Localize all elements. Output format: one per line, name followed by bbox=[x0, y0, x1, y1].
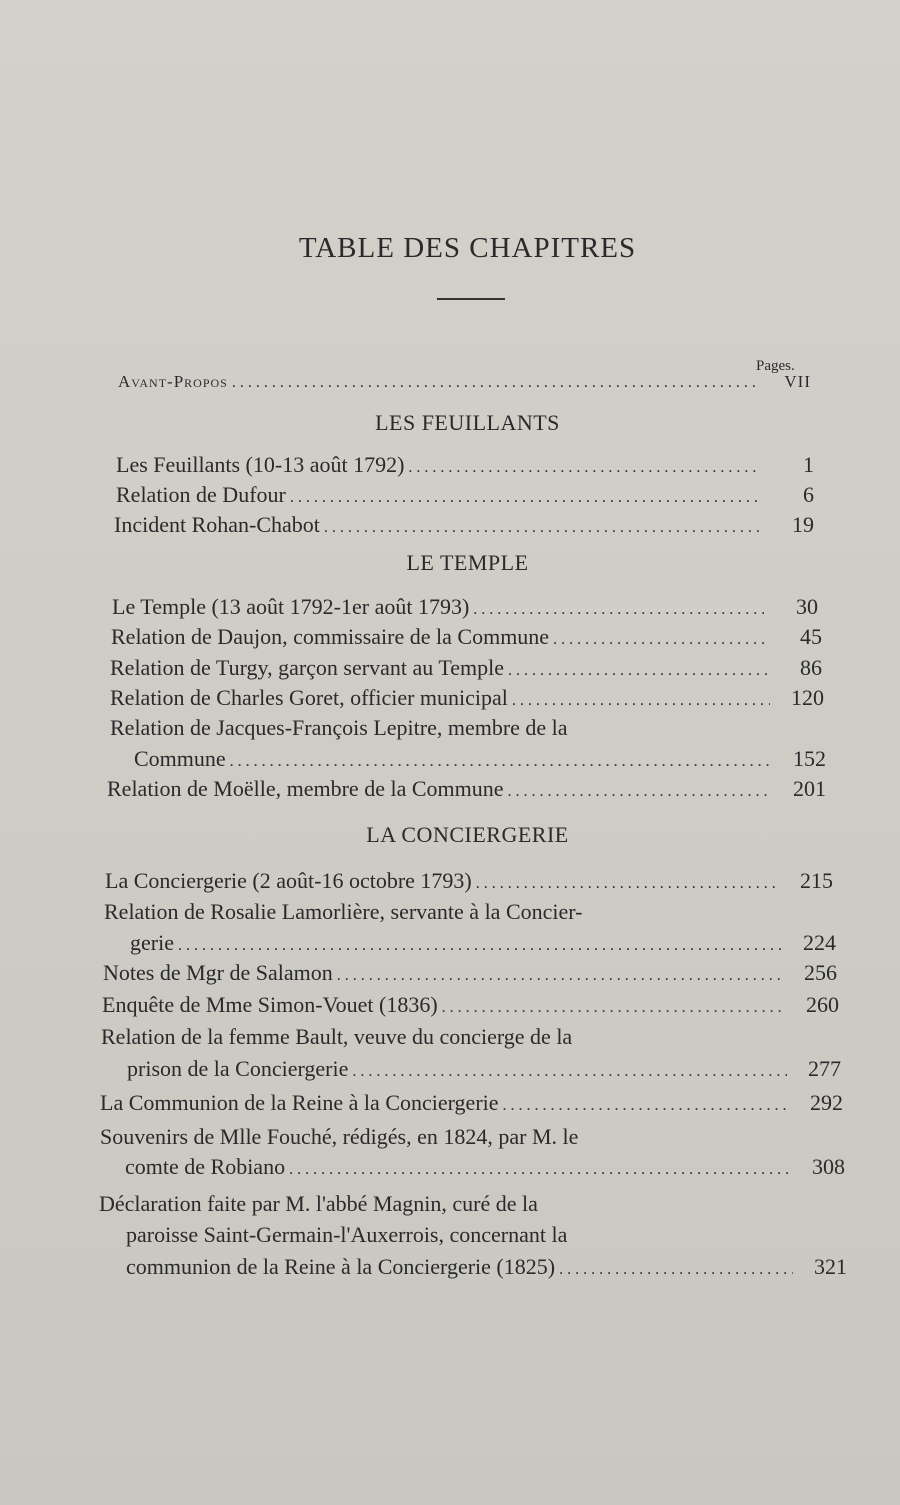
dot-leader bbox=[442, 999, 785, 1017]
toc-entry[interactable] bbox=[127, 1056, 841, 1082]
toc-entry[interactable] bbox=[105, 868, 833, 894]
section-heading-conciergerie: LA CONCIERGERIE bbox=[366, 822, 569, 847]
toc-entry-page: 215 bbox=[800, 868, 833, 893]
toc-entry-page: 201 bbox=[793, 776, 826, 801]
dot-leader bbox=[324, 519, 760, 537]
toc-entry[interactable] bbox=[110, 685, 824, 711]
pages-column-label: Pages. bbox=[756, 358, 795, 374]
dot-leader bbox=[553, 631, 768, 649]
toc-entry-label: Enquête de Mme Simon-Vouet (1836) bbox=[102, 992, 438, 1017]
toc-entry-label: Relation de Dufour bbox=[116, 482, 286, 507]
dot-leader bbox=[232, 374, 757, 392]
toc-entry-line: Relation de la femme Bault, veuve du concierge de la bbox=[101, 1024, 573, 1049]
toc-entry-page: 277 bbox=[808, 1056, 841, 1081]
toc-entry-label: Relation de Turgy, garçon servant au Temple bbox=[110, 655, 504, 680]
toc-entry-page: 120 bbox=[791, 685, 824, 710]
dot-leader bbox=[290, 489, 760, 507]
toc-entry-label: Relation de Charles Goret, officier municipal bbox=[110, 685, 508, 710]
toc-entry-label: La Conciergerie (2 août-16 octobre 1793) bbox=[105, 868, 472, 893]
toc-entry-label: Le Temple (13 août 1792-1er août 1793) bbox=[112, 594, 470, 619]
toc-entry-label: Les Feuillants (10-13 août 1792) bbox=[116, 452, 405, 477]
toc-entry[interactable] bbox=[125, 1154, 845, 1180]
toc-entry-line: Souvenirs de Mlle Fouché, rédigés, en 1824, par M. le bbox=[100, 1124, 579, 1149]
toc-entry[interactable] bbox=[116, 452, 814, 478]
toc-entry[interactable] bbox=[107, 776, 826, 802]
toc-entry-avant-propos[interactable] bbox=[118, 372, 811, 392]
toc-entry-page: 86 bbox=[800, 655, 822, 680]
toc-entry[interactable] bbox=[134, 746, 826, 772]
toc-entry-label: La Communion de la Reine à la Conciergerie bbox=[100, 1090, 499, 1115]
toc-entry[interactable] bbox=[116, 482, 814, 508]
toc-entry-line: Déclaration faite par M. l'abbé Magnin, curé de la bbox=[99, 1191, 538, 1216]
dot-leader bbox=[476, 875, 779, 893]
toc-entry-page: 30 bbox=[796, 594, 818, 619]
dot-leader bbox=[508, 783, 772, 801]
toc-entry-label: comte de Robiano bbox=[125, 1154, 286, 1179]
toc-entry-label: Incident Rohan-Chabot bbox=[114, 512, 320, 537]
toc-entry-line: Relation de Jacques-François Lepitre, membre de la bbox=[110, 715, 568, 740]
toc-entry-page: 292 bbox=[810, 1090, 843, 1115]
dot-leader bbox=[230, 753, 772, 771]
toc-entry-page: 152 bbox=[793, 746, 826, 771]
title-rule bbox=[437, 298, 505, 300]
toc-entry-line: Relation de Rosalie Lamorlière, servante à la Concier- bbox=[104, 899, 583, 924]
toc-entry-label: Commune bbox=[134, 746, 226, 771]
toc-entry-line: paroisse Saint-Germain-l'Auxerrois, concernant la bbox=[126, 1222, 568, 1247]
toc-entry-label: Avant-Propos bbox=[118, 372, 228, 391]
page-title: TABLE DES CHAPITRES bbox=[298, 232, 637, 264]
toc-entry-page: 308 bbox=[812, 1154, 845, 1179]
toc-entry[interactable] bbox=[100, 1090, 843, 1116]
dot-leader bbox=[559, 1261, 793, 1279]
toc-entry[interactable] bbox=[112, 594, 818, 620]
dot-leader bbox=[512, 692, 770, 710]
section-heading-temple: LE TEMPLE bbox=[406, 550, 529, 575]
dot-leader bbox=[508, 662, 768, 680]
toc-entry-page: 256 bbox=[804, 960, 837, 985]
toc-entry-label: Relation de Daujon, commissaire de la Commune bbox=[111, 624, 550, 649]
toc-entry-label: Relation de Moëlle, membre de la Commune bbox=[107, 776, 504, 801]
dot-leader bbox=[408, 459, 760, 477]
toc-entry[interactable] bbox=[126, 1254, 847, 1280]
toc-entry-page: 45 bbox=[800, 624, 822, 649]
toc-entry[interactable] bbox=[114, 512, 814, 538]
toc-entry-page: 224 bbox=[803, 930, 836, 955]
toc-entry[interactable] bbox=[110, 655, 822, 681]
dot-leader bbox=[473, 601, 764, 619]
toc-entry-label: Notes de Mgr de Salamon bbox=[103, 960, 333, 985]
toc-entry-page: VII bbox=[784, 372, 811, 391]
section-heading-feuillants: LES FEUILLANTS bbox=[375, 410, 560, 435]
dot-leader bbox=[178, 937, 782, 955]
dot-leader bbox=[289, 1161, 791, 1179]
toc-entry[interactable] bbox=[102, 992, 839, 1018]
toc-entry[interactable] bbox=[130, 930, 836, 956]
toc-entry[interactable] bbox=[111, 624, 822, 650]
toc-entry-label: gerie bbox=[130, 930, 174, 955]
toc-entry-page: 1 bbox=[803, 452, 814, 477]
dot-leader bbox=[352, 1063, 787, 1081]
dot-leader bbox=[503, 1097, 789, 1115]
toc-entry-page: 260 bbox=[806, 992, 839, 1017]
toc-entry-page: 19 bbox=[792, 512, 814, 537]
dot-leader bbox=[337, 967, 783, 985]
toc-entry-page: 6 bbox=[803, 482, 814, 507]
toc-entry-label: communion de la Reine à la Conciergerie (1825) bbox=[126, 1254, 556, 1279]
toc-entry-label: prison de la Conciergerie bbox=[127, 1056, 349, 1081]
toc-entry-page: 321 bbox=[814, 1254, 847, 1279]
toc-entry[interactable] bbox=[103, 960, 837, 986]
